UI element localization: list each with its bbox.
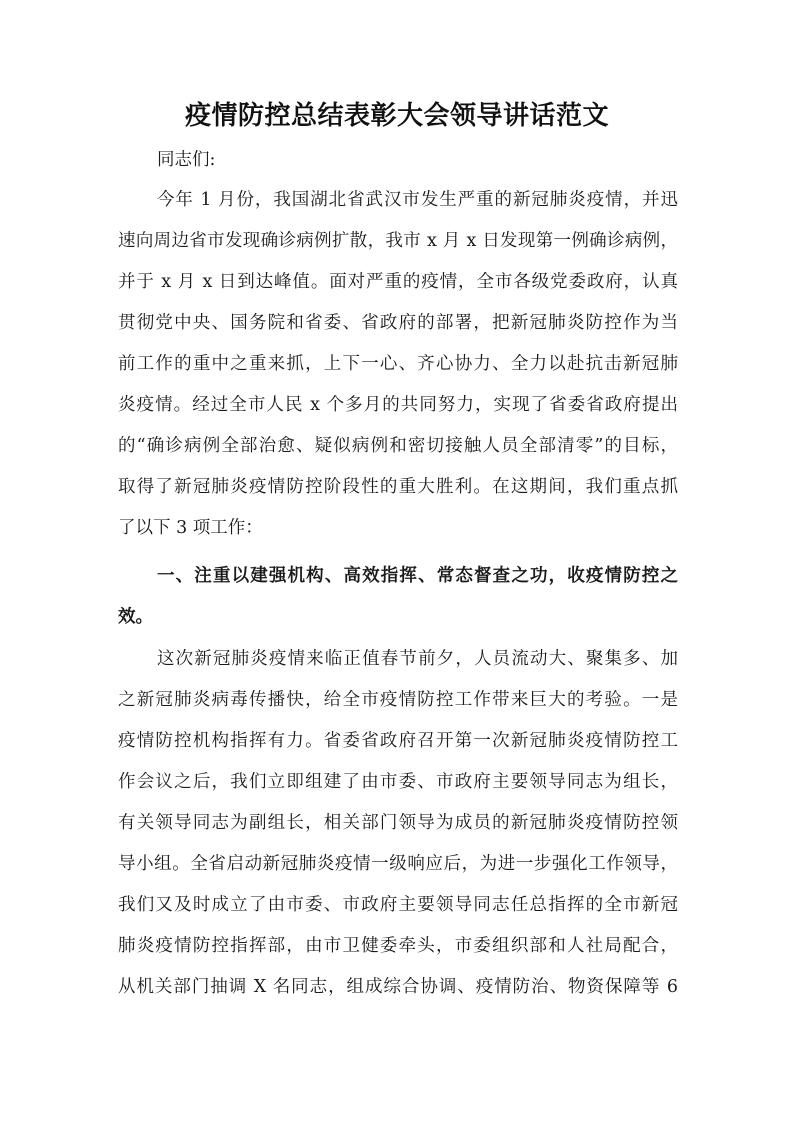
paragraph-line: 疫情防控机构指挥有力。省委省政府召开第一次新冠肺炎疫情防控工	[118, 731, 678, 751]
paragraph-line: 我们又及时成立了由市委、市政府主要领导同志任总指挥的全市新冠	[118, 895, 678, 915]
paragraph-line: 并于 x 月 x 日到达峰值。面对严重的疫情，全市各级党委政府，认真	[118, 272, 678, 292]
paragraph-line: 导小组。全省启动新冠肺炎疫情一级响应后，为进一步强化工作领导，	[118, 854, 678, 874]
document-title: 疫情防控总结表彰大会领导讲话范文	[184, 101, 609, 131]
paragraph-line: 的“确诊病例全部治愈、疑似病例和密切接触人员全部清零”的目标，	[118, 436, 678, 456]
paragraph-line: 速向周边省市发现确诊病例扩散，我市 x 月 x 日发现第一例确诊病例，	[118, 231, 678, 251]
paragraph-line: 有关领导同志为副组长，相关部门领导为成员的新冠肺炎疫情防控领	[118, 813, 678, 833]
section-heading: 效。	[118, 607, 153, 627]
paragraph-line: 炎疫情。经过全市人民 x 个多月的共同努力，实现了省委省政府提出	[118, 395, 678, 415]
paragraph-line: 贯彻党中央、国务院和省委、省政府的部署，把新冠肺炎防控作为当	[118, 313, 678, 333]
section-heading: 一、注重以建强机构、高效指挥、常态督查之功，收疫情防控之	[157, 566, 678, 586]
paragraph-line: 作会议之后，我们立即组建了由市委、市政府主要领导同志为组长，	[118, 772, 678, 792]
paragraph-line: 取得了新冠肺炎疫情防控阶段性的重大胜利。在这期间，我们重点抓	[118, 477, 678, 497]
paragraph-line: 肺炎疫情防控指挥部，由市卫健委牵头，市委组织部和人社局配合，	[118, 936, 678, 956]
paragraph-line: 了以下 3 项工作：	[118, 518, 263, 538]
paragraph-line: 从机关部门抽调 X 名同志，组成综合协调、疫情防治、物资保障等 6	[118, 977, 678, 997]
salutation-line: 同志们:	[157, 150, 216, 170]
paragraph-line: 前工作的重中之重来抓，上下一心、齐心协力、全力以赴抗击新冠肺	[118, 354, 678, 374]
paragraph-line: 之新冠肺炎病毒传播快，给全市疫情防控工作带来巨大的考验。一是	[118, 690, 678, 710]
paragraph-line: 今年 1 月份，我国湖北省武汉市发生严重的新冠肺炎疫情，并迅	[157, 190, 678, 210]
paragraph-line: 这次新冠肺炎疫情来临正值春节前夕，人员流动大、聚集多、加	[157, 649, 678, 669]
